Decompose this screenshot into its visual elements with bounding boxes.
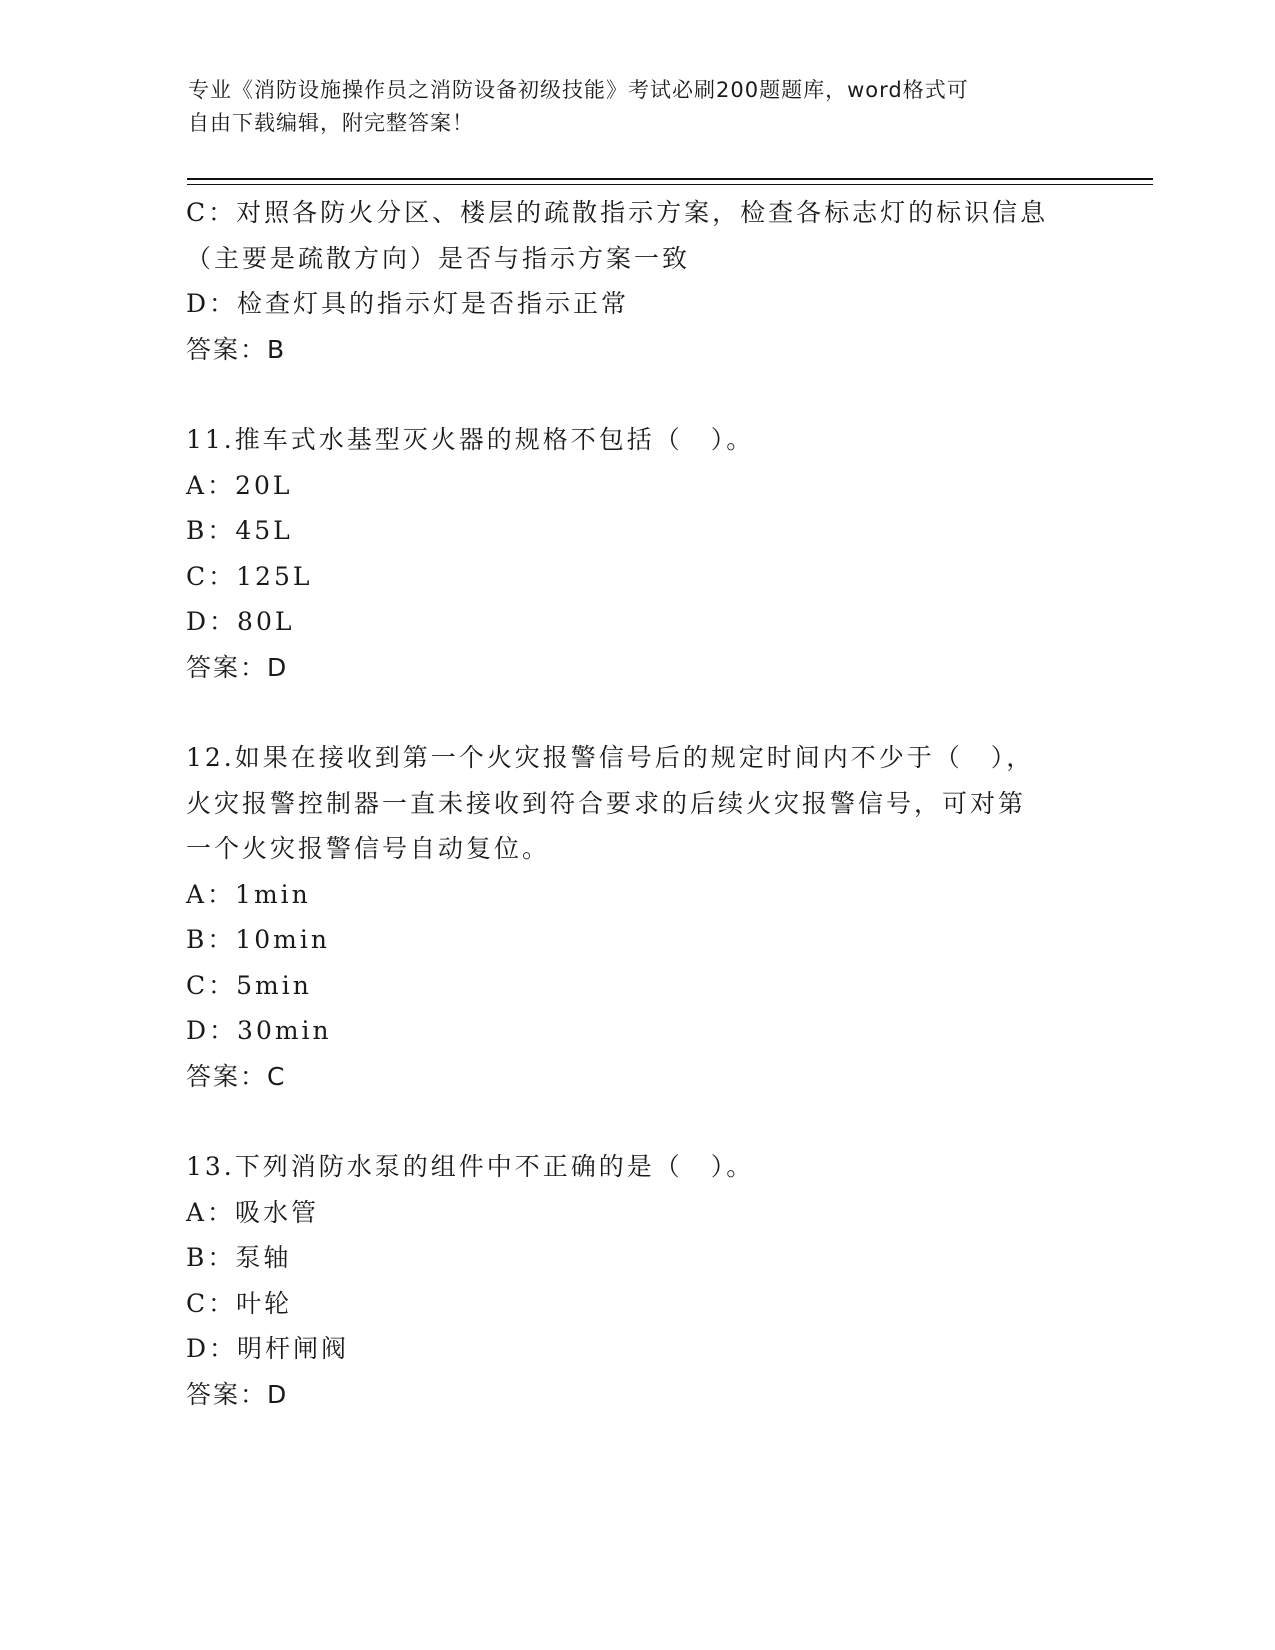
option-b: B：45L	[186, 516, 293, 545]
question-stem-continued: 一个火灾报警信号自动复位。	[186, 834, 551, 863]
answer-label: 答案：B	[186, 334, 287, 364]
header-line-2: 自由下载编辑，附完整答案！	[188, 111, 474, 135]
spacer	[186, 690, 1086, 735]
header-line-1: 专业《消防设施操作员之消防设备初级技能》考试必刷200题题库，word格式可	[188, 78, 969, 102]
option-d: D：80L	[186, 607, 295, 636]
option-d: D：检查灯具的指示灯是否指示正常	[186, 289, 630, 318]
option-c: C：对照各防火分区、楼层的疏散指示方案，检查各标志灯的标识信息	[186, 198, 1049, 227]
question-13	[186, 1144, 1086, 1417]
answer-label: 答案：D	[186, 652, 289, 682]
question-stem-continued: 火灾报警控制器一直未接收到符合要求的后续火灾报警信号，可对第	[186, 788, 1027, 818]
option-a: A：1min	[186, 879, 311, 909]
option-c-continued: （主要是疏散方向）是否与指示方案一致	[186, 243, 691, 273]
answer-label: 答案：C	[186, 1061, 287, 1091]
question-10-tail	[186, 190, 1086, 372]
option-a: A：20L	[186, 470, 293, 500]
question-stem: 13.下列消防水泵的组件中不正确的是（ ）。	[186, 1152, 755, 1181]
option-b: B：10min	[186, 925, 330, 954]
answer-label: 答案：D	[186, 1379, 289, 1409]
question-stem: 12.如果在接收到第一个火灾报警信号后的规定时间内不少于（ ），	[186, 743, 1035, 772]
option-c: C：叶轮	[186, 1288, 293, 1318]
document-header	[188, 74, 1068, 140]
question-12	[186, 735, 1086, 1099]
document-content	[186, 190, 1086, 1417]
question-11	[186, 417, 1086, 690]
option-c: C：5min	[186, 970, 312, 1000]
option-a: A：吸水管	[186, 1197, 320, 1227]
spacer	[186, 372, 1086, 417]
question-stem: 11.推车式水基型灭火器的规格不包括（ ）。	[186, 425, 755, 454]
spacer	[186, 1099, 1086, 1144]
option-d: D：明杆闸阀	[186, 1334, 350, 1363]
option-c: C：125L	[186, 561, 313, 591]
option-d: D：30min	[186, 1016, 332, 1045]
header-rule-thin	[187, 184, 1153, 185]
option-b: B：泵轴	[186, 1243, 292, 1272]
header-rule-thick	[187, 178, 1153, 180]
